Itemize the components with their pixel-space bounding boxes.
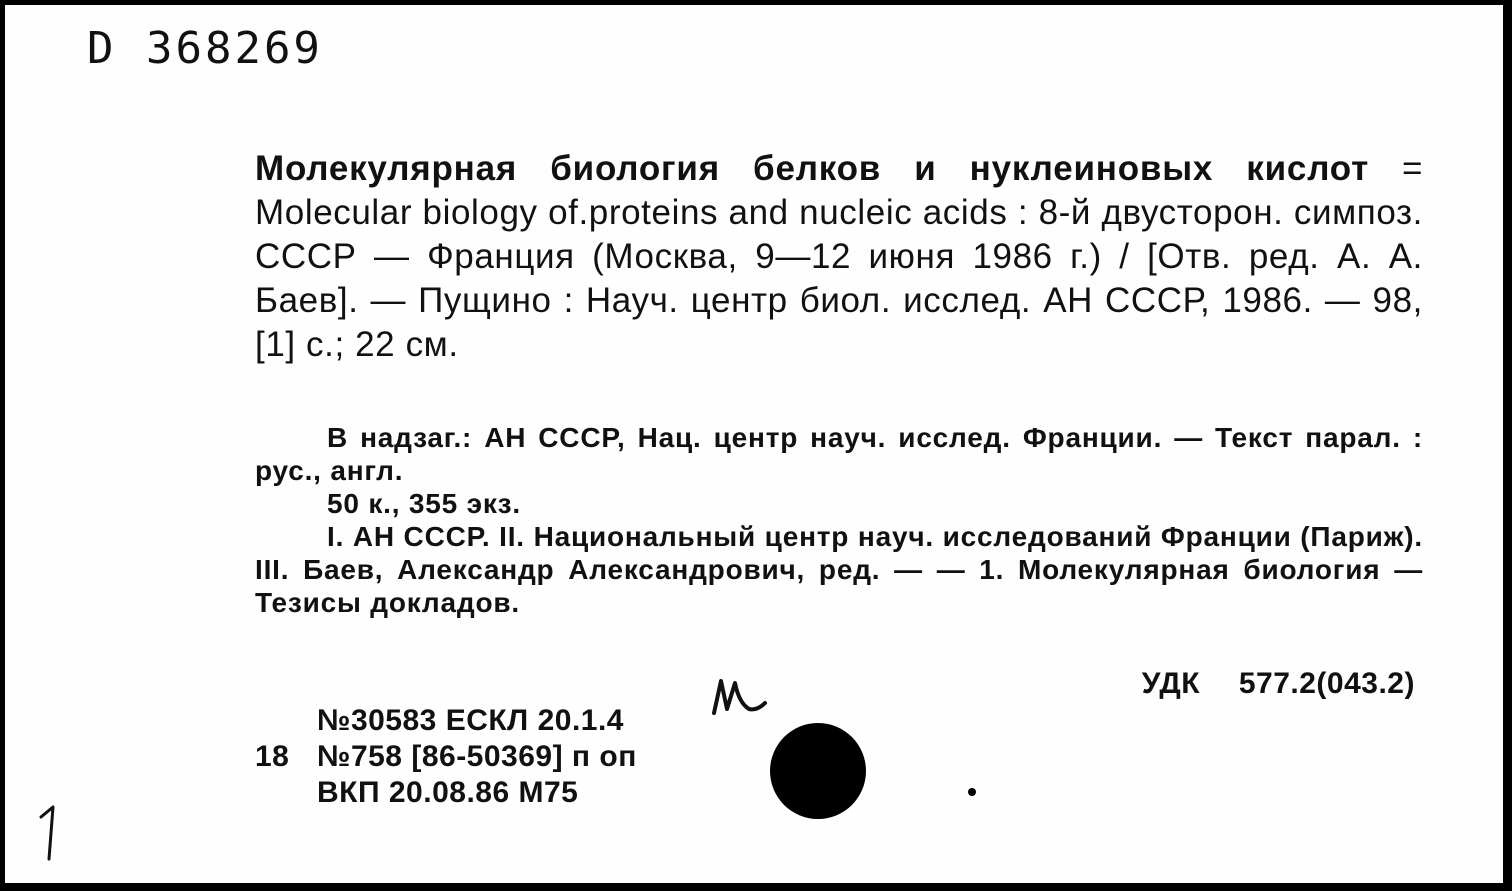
note-tracings: I. АН СССР. II. Национальный центр науч. исследований Франции (Париж). III. Баев, Александр Александрович, ред. — — 1. Молекулярная биология — Тезисы докладов. bbox=[255, 521, 1423, 618]
udk-classification bbox=[1142, 667, 1415, 701]
bibliographic-description bbox=[255, 147, 1423, 367]
description-text: = Molecular biology of.proteins and nucleic acids : 8-й двусторон. симпоз. СССР — Франция (Москва, 9—12 июня 1986 г.) / [Отв. ред. А. А. Баев]. — Пущино : Науч. центр биол. исслед. АН СССР, 1986. — 98,[1] с.; 22 см. bbox=[255, 149, 1423, 364]
code-prefix: 18 bbox=[255, 740, 290, 773]
punch-hole-dot bbox=[770, 723, 866, 819]
catalog-card bbox=[3, 3, 1505, 885]
code-line-3: ВКП 20.08.86 М75 bbox=[317, 776, 579, 809]
udk-label: УДК bbox=[1141, 667, 1201, 700]
notes-section bbox=[255, 421, 1423, 619]
note-header: В надзаг.: АН СССР, Нац. центр науч. исслед. Франции. — Текст парал. : рус., англ. bbox=[255, 422, 1423, 486]
handwritten-one-mark bbox=[35, 803, 65, 863]
code-line-1: №30583 ЕСКЛ 20.1.4 bbox=[317, 704, 624, 737]
book-title: Молекулярная биология белков и нуклеиновых кислот bbox=[255, 149, 1370, 188]
handwritten-n-mark bbox=[709, 673, 769, 723]
udk-value: 577.2(043.2) bbox=[1238, 667, 1415, 700]
small-dot bbox=[968, 788, 976, 796]
code-line-2: №758 [86-50369] п оп bbox=[317, 740, 637, 773]
call-number: D 368269 bbox=[87, 23, 323, 74]
registry-codes bbox=[255, 703, 637, 811]
note-price: 50 к., 355 экз. bbox=[327, 488, 521, 519]
